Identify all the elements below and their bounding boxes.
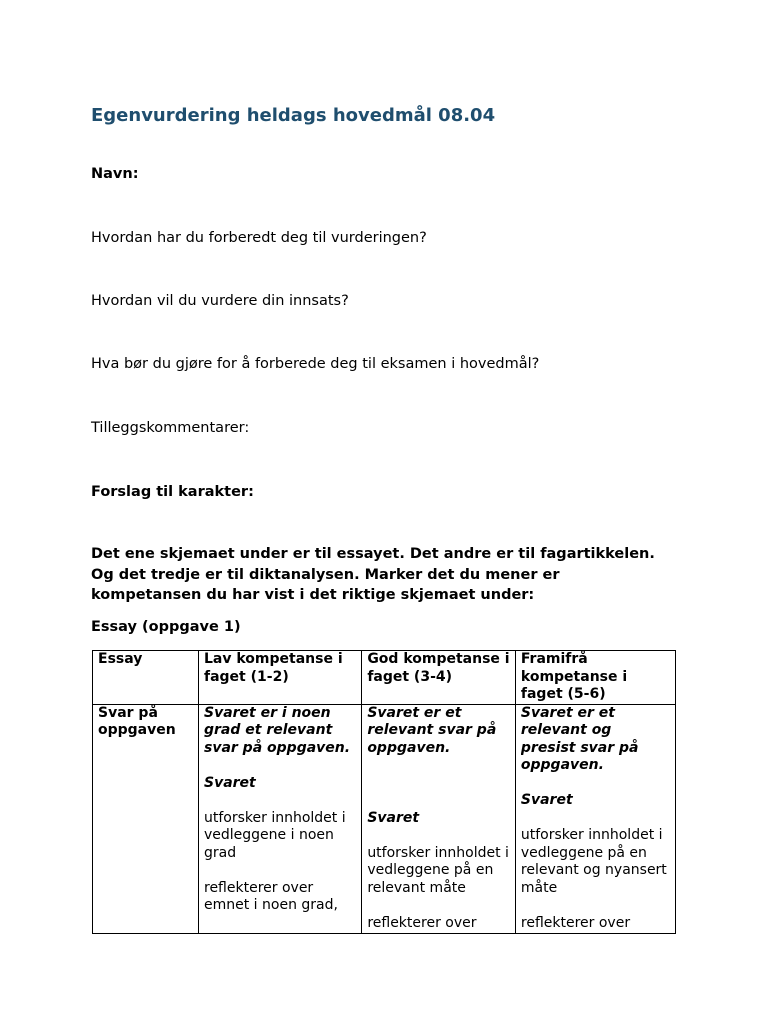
table-row [93, 704, 676, 933]
low-lead-text: Svaret er i noen grad et relevant svar på oppgaven. [204, 704, 351, 756]
mid-point-2: reflekterer over [367, 914, 477, 931]
header-cell-mid: God kompetanse i faget (3-4) [362, 651, 516, 705]
comments-label: Tilleggskommentarer: [91, 420, 250, 436]
essay-rubric-table [92, 650, 676, 934]
question-preparation: Hvordan har du forberedt deg til vurderingen? [91, 230, 427, 246]
high-point-1: utforsker innholdet i vedleggene på en relevant og nyansert måte [520, 827, 667, 896]
high-point-2: reflekterer over [520, 914, 631, 931]
high-competence-cell [515, 704, 675, 933]
low-competence-cell [199, 704, 362, 933]
instructions-text: Det ene skjemaet under er til essayet. Det andre er til fagartikkelen. Og det tredje er til diktanalysen. Marker det du mener er kompetansen du har vist i det riktige skjemaet under: [91, 546, 655, 603]
table-header-row [93, 651, 676, 705]
high-sub-heading: Svaret [520, 792, 573, 808]
name-field-label: Navn: [91, 166, 139, 182]
low-point-2: reflekterer over emnet i noen grad, [204, 879, 338, 913]
mid-point-1: utforsker innholdet i vedleggene på en relevant måte [367, 844, 509, 896]
high-lead-text: Svaret er et relevant og presist svar på oppgaven. [520, 704, 639, 773]
section-heading-essay: Essay (oppgave 1) [91, 619, 241, 635]
document-title: Egenvurdering heldags hovedmål 08.04 [91, 105, 496, 126]
question-effort: Hvordan vil du vurdere din innsats? [91, 293, 349, 309]
header-cell-high: Framifrå kompetanse i faget (5-6) [515, 651, 675, 705]
mid-sub-heading: Svaret [367, 809, 420, 826]
low-point-1: utforsker innholdet i vedleggene i noen grad [204, 809, 346, 861]
criterion-cell: Svar på oppgaven [93, 704, 199, 933]
mid-lead-text: Svaret er et relevant svar på oppgaven. [367, 704, 497, 756]
low-sub-heading: Svaret [204, 774, 256, 791]
header-cell-low: Lav kompetanse i faget (1-2) [199, 651, 362, 705]
question-exam-preparation: Hva bør du gjøre for å forberede deg til eksamen i hovedmål? [91, 356, 540, 372]
grade-suggestion-label: Forslag til karakter: [91, 484, 254, 500]
header-cell-criterion: Essay [93, 651, 199, 705]
mid-competence-cell [362, 704, 516, 933]
